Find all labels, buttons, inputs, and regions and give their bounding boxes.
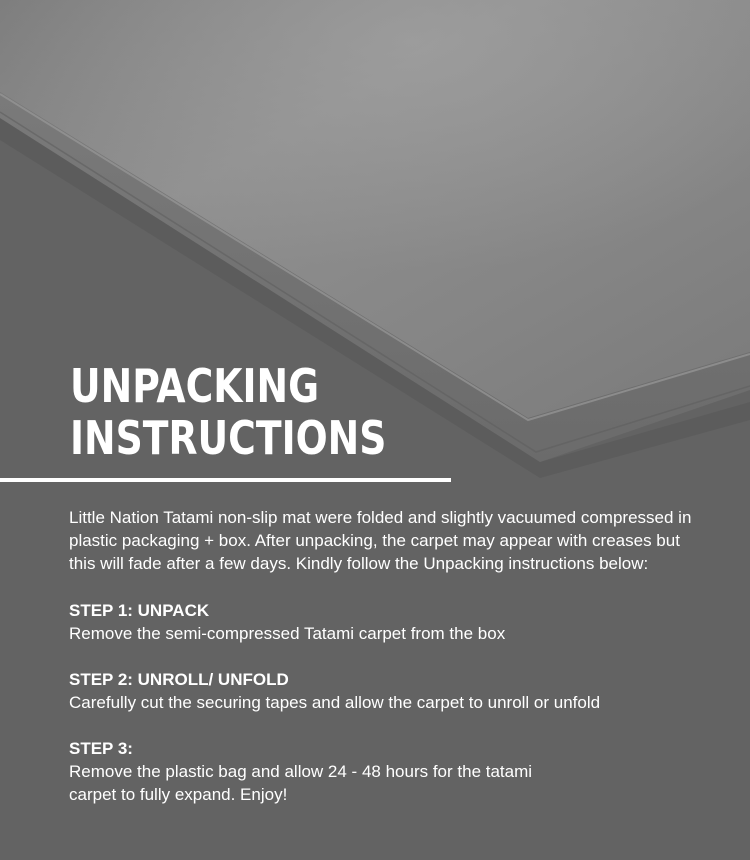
intro-paragraph: Little Nation Tatami non-slip mat were folded and slightly vacuumed compressed in plastic packaging + box. After unpacking, the carpet may appear with creases but this will fade after a few days. Kindly follow the Unpacking instructions below: — [69, 508, 692, 573]
step-3 — [69, 737, 709, 806]
step-2 — [69, 668, 709, 714]
step-2-title: STEP 2: UNROLL/ UNFOLD — [69, 670, 289, 689]
step-2-text: Carefully cut the securing tapes and allow the carpet to unroll or unfold — [69, 693, 601, 712]
step-1-title: STEP 1: UNPACK — [69, 601, 210, 620]
step-1 — [69, 599, 709, 645]
instructions-content — [69, 506, 709, 829]
page-title — [70, 360, 456, 464]
title-line-2: INSTRUCTIONS — [70, 411, 387, 465]
title-divider — [0, 478, 451, 482]
step-1-text: Remove the semi-compressed Tatami carpet from the box — [69, 624, 506, 643]
step-3-text: Remove the plastic bag and allow 24 - 48 hours for the tatami carpet to fully expand. Enjoy! — [69, 762, 533, 804]
title-line-1: UNPACKING — [70, 359, 320, 413]
step-3-title: STEP 3: — [69, 739, 133, 758]
